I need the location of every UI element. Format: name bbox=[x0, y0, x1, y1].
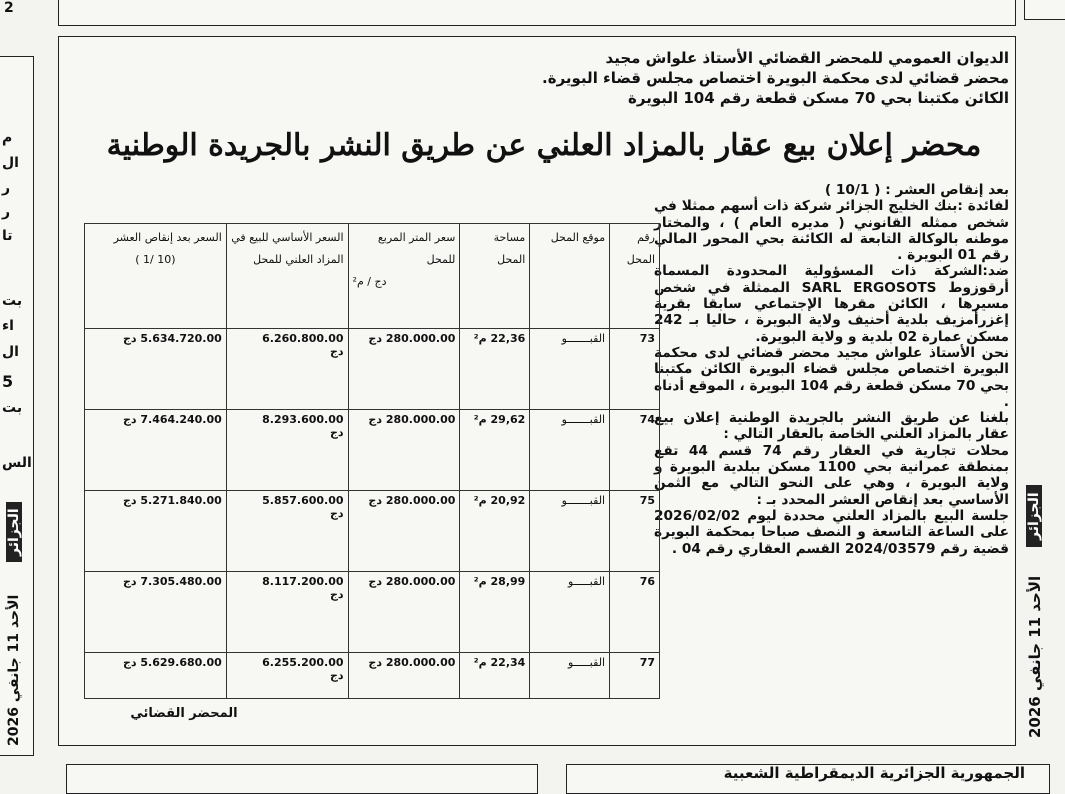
header-line-2: محضر قضائي لدى محكمة البويرة اختصاص مجلس قضاء البويرة. bbox=[542, 69, 1009, 87]
left-snippet: م bbox=[2, 130, 13, 146]
body-paragraph: ضد:الشركة ذات المسؤولية المحدودة المسماة أرقوزوط SARL ERGOSOTS الممثلة في شخص مسيرها ، الكائن مقرها الإجتماعي سابقا بقرية إغزرأمزيف بلدية أحنيف ولاية البويرة ، حاليا بـ 242 مسكن عمارة 02 بلدية و ولاية البويرة. bbox=[654, 263, 1009, 345]
cell-base bbox=[226, 572, 348, 653]
cell-base-value: 5.857.600.00 bbox=[262, 494, 344, 507]
cell-base-unit: دج bbox=[329, 345, 344, 358]
right-strip-frame bbox=[1024, 0, 1065, 20]
table-row bbox=[85, 410, 660, 491]
table-row bbox=[85, 653, 660, 699]
cell-base-value: 8.117.200.00 bbox=[262, 575, 344, 588]
cell-base bbox=[226, 410, 348, 491]
left-snippet: بت bbox=[2, 400, 23, 416]
header-location: موقع المحل bbox=[530, 224, 610, 329]
body-paragraph: محلات تجارية في العقار رقم 74 قسم 44 تقع بمنطقة عمرانية بحي 1100 مسكن ببلدية البويرة و ولاية البويرة ، وهي على النحو التالي مع الثمن الأساسي بعد إنقاص العشر المحدد بـ : bbox=[654, 442, 1010, 508]
page-number: 2 bbox=[4, 0, 14, 16]
header-num: رقم المحل bbox=[610, 224, 660, 329]
article-title: محضر إعلان بيع عقار بالمزاد العلني عن طريق النشر بالجريدة الوطنية bbox=[106, 128, 982, 163]
bottom-snippet: الجمهورية الجزائرية الديمقراطية الشعبية bbox=[723, 764, 1025, 782]
left-snippet: ال bbox=[2, 344, 19, 360]
table-row bbox=[85, 491, 660, 572]
cell-base-value: 8.293.600.00 bbox=[262, 413, 344, 426]
cell-final: 5.271.840.00 دج bbox=[85, 491, 227, 572]
header-sqm-price bbox=[348, 224, 460, 329]
body-paragraph: جلسة البيع بالمزاد العلني محددة ليوم 2026/02/02 على الساعة التاسعة و النصف صباحا بمحكمة البويرة قضية رقم 2024/03579 القسم العقاري رقم 04 . bbox=[654, 507, 1009, 557]
cell-sqm: 280.000.00 دج bbox=[348, 491, 460, 572]
cell-final: 5.629.680.00 دج bbox=[85, 653, 227, 699]
article-body bbox=[654, 182, 1009, 557]
left-masthead: الجزائر bbox=[6, 502, 22, 562]
left-snippet: ر bbox=[2, 180, 11, 196]
cell-sqm: 280.000.00 دج bbox=[348, 410, 460, 491]
cell-base-unit: دج bbox=[329, 507, 344, 520]
cell-base-unit: دج bbox=[329, 669, 344, 682]
cell-area: 22,34 م² bbox=[460, 653, 530, 699]
left-snippet: الس bbox=[2, 455, 32, 471]
signature: المحضر القضائي bbox=[130, 706, 238, 721]
left-snippet: تا bbox=[2, 228, 13, 244]
header-line-1: الديوان العمومي للمحضر القضائي الأستاذ علواش مجيد bbox=[605, 49, 1009, 67]
cell-sqm: 280.000.00 دج bbox=[348, 329, 460, 410]
body-paragraph: نحن الأستاذ علواش مجيد محضر قضائي لدى محكمة البويرة اختصاص مجلس قضاء البويرة الكائن مكتبنا بحي 70 مسكن قطعة رقم 104 البويرة ، الموقع أدناه . bbox=[654, 344, 1009, 410]
cell-area: 28,99 م² bbox=[460, 572, 530, 653]
table-header-row bbox=[85, 224, 660, 329]
cell-num: 75 bbox=[610, 491, 660, 572]
header-area: مساحة المحل bbox=[460, 224, 530, 329]
body-paragraph: بلغنا عن طريق النشر بالجريدة الوطنية إعلان بيع عقار بالمزاد العلني الخاصة بالعقار التالي : bbox=[654, 410, 1009, 443]
header-line-3: الكائن مكتبنا بحي 70 مسكن قطعة رقم 104 البويرة bbox=[628, 89, 1009, 107]
cell-base-value: 6.260.800.00 bbox=[262, 332, 344, 345]
table-row bbox=[85, 329, 660, 410]
top-article-frame bbox=[58, 0, 1016, 26]
left-snippet: 5 bbox=[2, 372, 14, 391]
cell-num: 74 bbox=[610, 410, 660, 491]
table-row bbox=[85, 572, 660, 653]
header-final-note: ( 1/ 10) bbox=[135, 253, 176, 266]
body-paragraph: لفائدة :بنك الخليج الجزائر شركة ذات أسهم ممثلا في شخص ممثله القانوني ( مديره العام ) ، والمختار موطنه بالوكالة التابعة له الكائنة بحي المحور المالي رقم 01 البويرة . bbox=[654, 198, 1009, 264]
cell-location: القبـــــــو bbox=[530, 329, 610, 410]
cell-base-unit: دج bbox=[329, 426, 344, 439]
left-snippet: ر bbox=[2, 204, 11, 220]
cell-location: القبـــــــو bbox=[530, 491, 610, 572]
left-snippet: ال bbox=[2, 155, 19, 171]
cell-base-value: 6.255.200.00 bbox=[262, 656, 344, 669]
cell-location: القبـــــو bbox=[530, 572, 610, 653]
cell-final: 5.634.720.00 دج bbox=[85, 329, 227, 410]
cell-final: 7.464.240.00 دج bbox=[85, 410, 227, 491]
cell-sqm: 280.000.00 دج bbox=[348, 653, 460, 699]
cell-base bbox=[226, 329, 348, 410]
cell-location: القبـــــو bbox=[530, 653, 610, 699]
cell-area: 20,92 م² bbox=[460, 491, 530, 572]
header-sqm-unit: دج / م² bbox=[352, 275, 387, 288]
header-sqm-price-label: سعر المتر المربع للمحل bbox=[377, 231, 456, 266]
cell-num: 76 bbox=[610, 572, 660, 653]
property-table bbox=[84, 223, 660, 699]
cell-base bbox=[226, 491, 348, 572]
cell-num: 73 bbox=[610, 329, 660, 410]
cell-area: 29,62 م² bbox=[460, 410, 530, 491]
left-snippet: بت bbox=[2, 293, 23, 309]
right-masthead: الجزائر bbox=[1026, 485, 1042, 547]
bottom-left-frame bbox=[66, 764, 538, 794]
left-snippet: اء bbox=[2, 318, 14, 334]
header-base-price: السعر الأساسي للبيع في المزاد العلني للمحل bbox=[226, 224, 348, 329]
cell-base bbox=[226, 653, 348, 699]
cell-location: القبـــــــو bbox=[530, 410, 610, 491]
cell-base-unit: دج bbox=[329, 588, 344, 601]
header-final-price-label: السعر بعد إنقاص العشر bbox=[113, 231, 222, 244]
office-header bbox=[449, 48, 1009, 108]
cell-num: 77 bbox=[610, 653, 660, 699]
cell-final: 7.305.480.00 دج bbox=[85, 572, 227, 653]
cell-area: 22,36 م² bbox=[460, 329, 530, 410]
body-paragraph: بعد إنقاص العشر : ( 10/1 ) bbox=[824, 182, 1009, 198]
cell-sqm: 280.000.00 دج bbox=[348, 572, 460, 653]
left-issue-date: الأحد 11 جانفي 2026 bbox=[6, 594, 22, 746]
header-final-price bbox=[85, 224, 227, 329]
right-issue-date: الأحد 11 جانفي 2026 bbox=[1026, 575, 1044, 738]
